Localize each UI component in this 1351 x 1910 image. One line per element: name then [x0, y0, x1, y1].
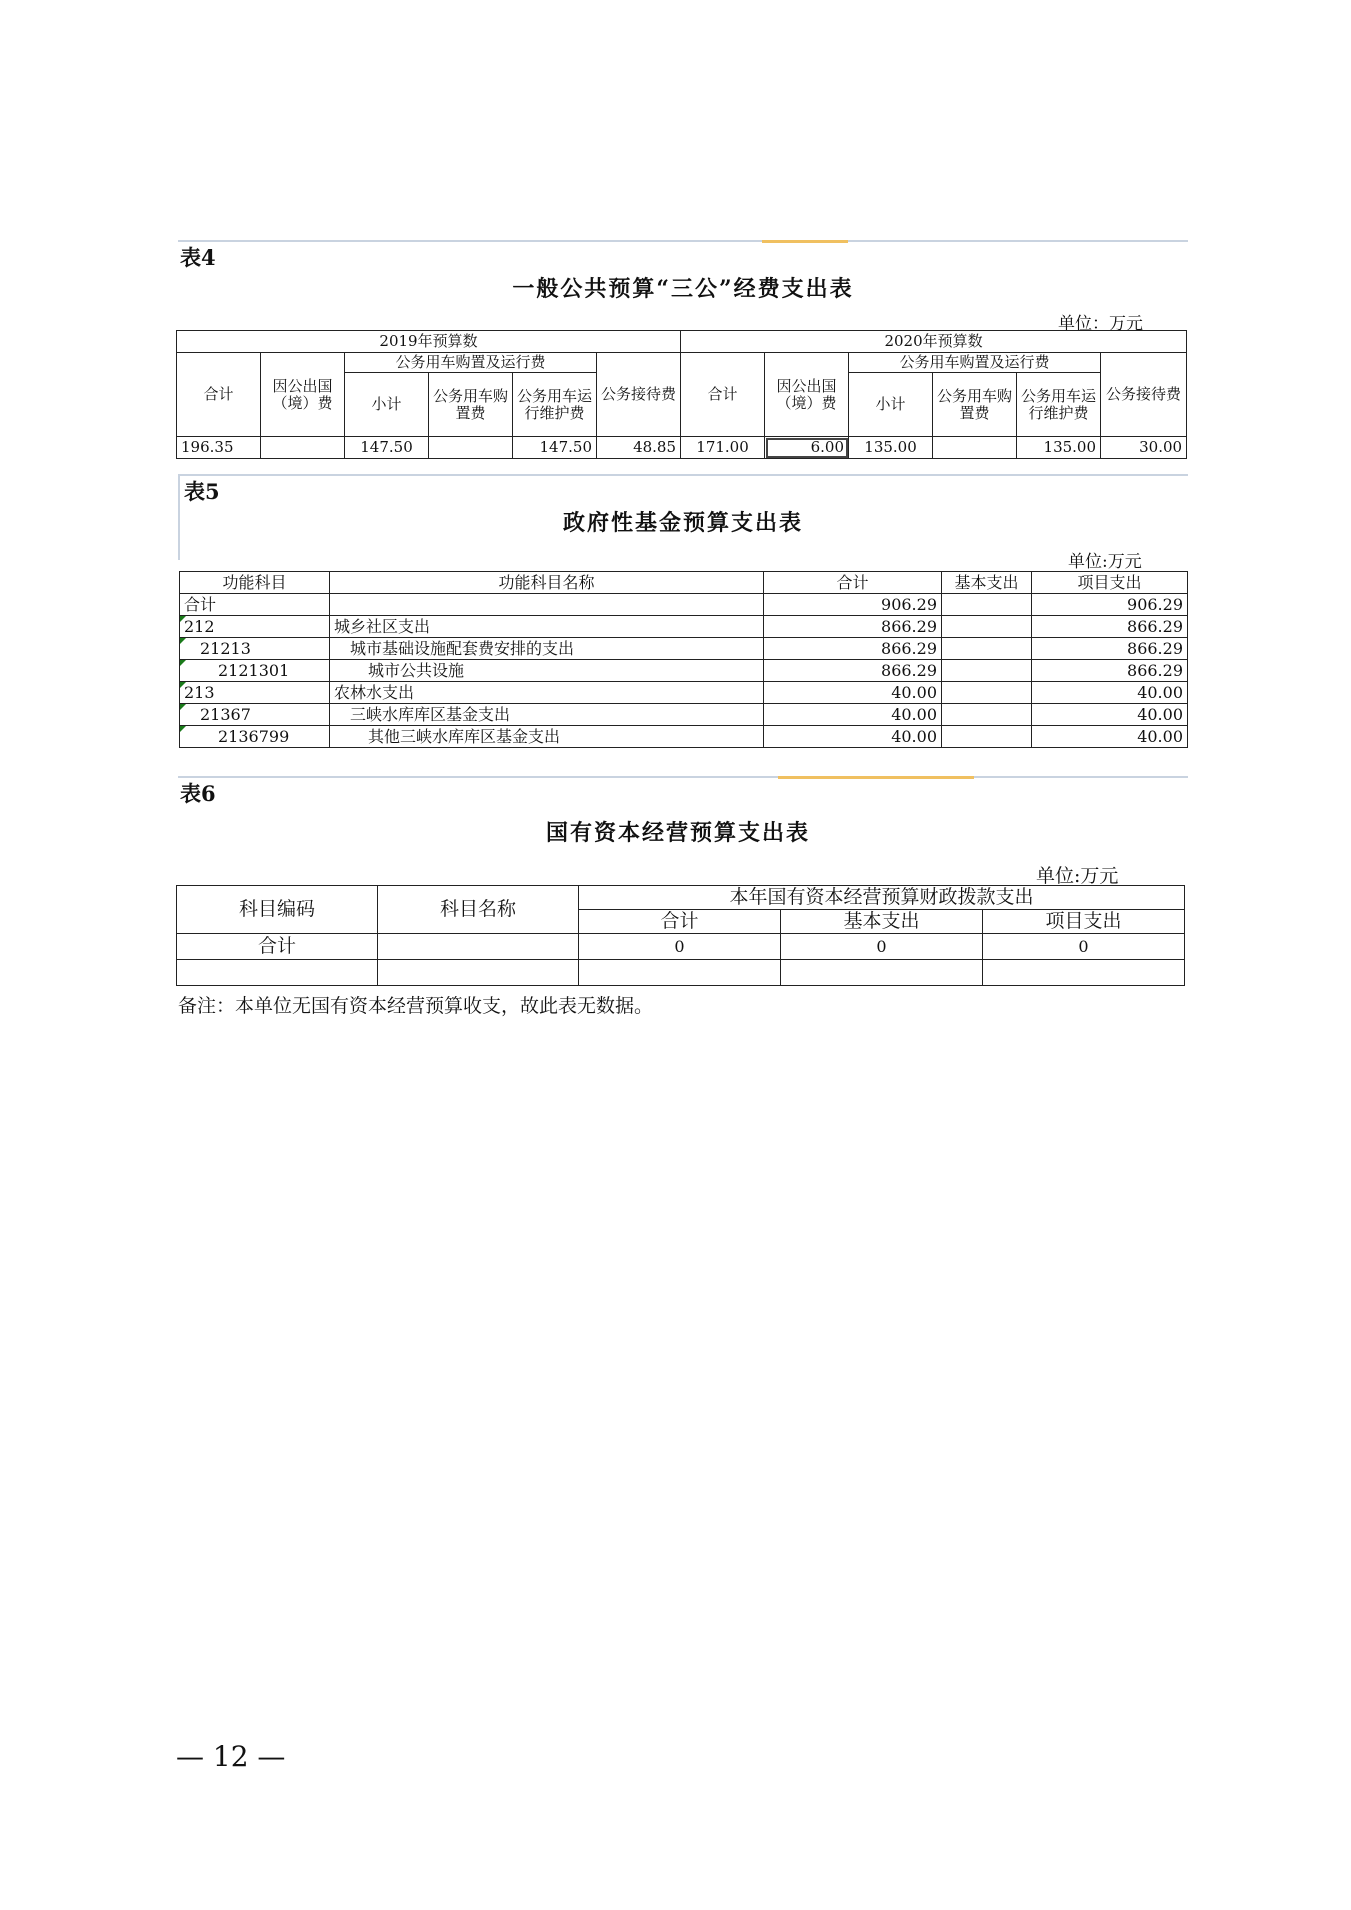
table5-row-basic[interactable]	[942, 726, 1032, 748]
table5-row-basic[interactable]	[942, 616, 1032, 638]
table6-empty-cell[interactable]	[781, 960, 983, 986]
table4-year-row	[177, 331, 1187, 353]
table5-row-total[interactable]: 866.29	[764, 616, 942, 638]
table5-basic-header: 基本支出	[942, 572, 1032, 594]
table4-2019-subtotal-header: 小计	[345, 373, 429, 437]
table-row	[180, 682, 1188, 704]
sheet-column-highlight	[762, 240, 848, 243]
table6-row-total[interactable]: 0	[579, 934, 781, 960]
table5-row-project[interactable]: 866.29	[1032, 660, 1188, 682]
table6-top-border	[178, 776, 1188, 778]
table5-title: 政府性基金预算支出表	[562, 510, 803, 536]
table6-note: 备注：本单位无国有资本经营预算收支，故此表无数据。	[178, 995, 654, 1017]
table5-row-basic[interactable]	[942, 682, 1032, 704]
table6-code-header: 科目编码	[177, 886, 378, 934]
table4-2019-reception-value[interactable]: 48.85	[597, 437, 681, 459]
table5-project-header: 项目支出	[1032, 572, 1188, 594]
table4-2019-abroad-header: 因公出国（境）费	[261, 353, 345, 437]
table5-row-basic[interactable]	[942, 704, 1032, 726]
table5-row-total[interactable]: 866.29	[764, 638, 942, 660]
table4-2019-car-group-header: 公务用车购置及运行费	[345, 353, 597, 373]
table5-row-basic[interactable]	[942, 638, 1032, 660]
table4-2020-car-operation-header: 公务用车运行维护费	[1017, 373, 1101, 437]
table6-basic-header: 基本支出	[781, 910, 983, 934]
table4-2019-car-operation-value[interactable]: 147.50	[513, 437, 597, 459]
table5-row-project[interactable]: 906.29	[1032, 594, 1188, 616]
table4-2019-abroad-value[interactable]	[261, 437, 345, 459]
table-row	[177, 934, 1185, 960]
table4-2019-total-value[interactable]: 196.35	[177, 437, 261, 459]
table6-empty-cell[interactable]	[579, 960, 781, 986]
table4-2020-abroad-value[interactable]: 6.00	[765, 437, 849, 459]
table4	[176, 330, 1187, 459]
table4-unit: 单位：万元	[1058, 314, 1143, 334]
table4-2019-car-purchase-header: 公务用车购置费	[429, 373, 513, 437]
table-row	[180, 660, 1188, 682]
table4-year-2019: 2019年预算数	[177, 331, 681, 353]
table4-2020-total-value[interactable]: 171.00	[681, 437, 765, 459]
sheet-top-border	[178, 240, 1188, 242]
table4-2020-car-operation-value[interactable]: 135.00	[1017, 437, 1101, 459]
table5-row-code[interactable]: 212	[180, 616, 330, 638]
table4-data-row	[177, 437, 1187, 459]
table6-row-code[interactable]: 合计	[177, 934, 378, 960]
table6	[176, 885, 1185, 986]
table5-row-project[interactable]: 866.29	[1032, 638, 1188, 660]
table4-2019-car-purchase-value[interactable]	[429, 437, 513, 459]
table5-row-basic[interactable]	[942, 660, 1032, 682]
table-row	[180, 616, 1188, 638]
table4-2020-total-header: 合计	[681, 353, 765, 437]
table4-group-row	[177, 353, 1187, 373]
table5-row-basic[interactable]	[942, 594, 1032, 616]
table5-row-project[interactable]: 40.00	[1032, 682, 1188, 704]
table5-row-name[interactable]: 城乡社区支出	[330, 616, 764, 638]
table4-year-2020: 2020年预算数	[681, 331, 1187, 353]
table5-row-total[interactable]: 40.00	[764, 726, 942, 748]
table4-2020-abroad-header: 因公出国（境）费	[765, 353, 849, 437]
table5-code-header: 功能科目	[180, 572, 330, 594]
table5-row-total[interactable]: 40.00	[764, 704, 942, 726]
table4-2020-subtotal-value[interactable]: 135.00	[849, 437, 933, 459]
table5-row-name[interactable]: 三峡水库库区基金支出	[330, 704, 764, 726]
table4-2020-subtotal-header: 小计	[849, 373, 933, 437]
table6-column-highlight	[778, 776, 974, 779]
table6-total-header: 合计	[579, 910, 781, 934]
table5-row-code[interactable]: 合计	[180, 594, 330, 616]
table6-row-project[interactable]: 0	[983, 934, 1185, 960]
table6-group-header: 本年国有资本经营预算财政拨款支出	[579, 886, 1185, 910]
table5-row-code[interactable]: 2136799	[180, 726, 330, 748]
table5-total-header: 合计	[764, 572, 942, 594]
table4-2020-car-purchase-value[interactable]	[933, 437, 1017, 459]
table6-empty-cell[interactable]	[378, 960, 579, 986]
page-number: — 12 —	[176, 1740, 286, 1773]
table4-2019-reception-header: 公务接待费	[597, 353, 681, 437]
table5-label: 表5	[184, 479, 220, 504]
table4-2019-subtotal-value[interactable]: 147.50	[345, 437, 429, 459]
table5-row-code[interactable]: 21367	[180, 704, 330, 726]
table6-row-basic[interactable]: 0	[781, 934, 983, 960]
table5-header-row	[180, 572, 1188, 594]
table5-row-name[interactable]	[330, 594, 764, 616]
table4-2020-car-group-header: 公务用车购置及运行费	[849, 353, 1101, 373]
table5-row-name[interactable]: 城市公共设施	[330, 660, 764, 682]
table6-title: 国有资本经营预算支出表	[545, 820, 810, 846]
table6-empty-cell[interactable]	[983, 960, 1185, 986]
table6-project-header: 项目支出	[983, 910, 1185, 934]
table4-title: 一般公共预算“三公”经费支出表	[512, 276, 854, 302]
table6-name-header: 科目名称	[378, 886, 579, 934]
table-row	[180, 594, 1188, 616]
table5-row-total[interactable]: 906.29	[764, 594, 942, 616]
table5-unit: 单位:万元	[1068, 552, 1142, 572]
table-row	[177, 960, 1185, 986]
table6-unit: 单位:万元	[1036, 865, 1119, 887]
table-row	[180, 704, 1188, 726]
table4-2020-reception-value[interactable]: 30.00	[1101, 437, 1187, 459]
table5-row-name[interactable]: 其他三峡水库库区基金支出	[330, 726, 764, 748]
table5-row-project[interactable]: 40.00	[1032, 704, 1188, 726]
table-row	[180, 726, 1188, 748]
table5-row-project[interactable]: 866.29	[1032, 616, 1188, 638]
table5-row-code[interactable]: 213	[180, 682, 330, 704]
table5-row-total[interactable]: 40.00	[764, 682, 942, 704]
table5-row-code[interactable]: 21213	[180, 638, 330, 660]
table5-row-name[interactable]: 农林水支出	[330, 682, 764, 704]
table5-top-border	[178, 474, 1188, 476]
table5-row-code[interactable]: 2121301	[180, 660, 330, 682]
table5	[179, 571, 1188, 748]
table6-row-name[interactable]	[378, 934, 579, 960]
table5-row-project[interactable]: 40.00	[1032, 726, 1188, 748]
table-row	[180, 638, 1188, 660]
table5-row-name[interactable]: 城市基础设施配套费安排的支出	[330, 638, 764, 660]
table6-group-row	[177, 886, 1185, 910]
table4-2019-car-operation-header: 公务用车运行维护费	[513, 373, 597, 437]
table6-label: 表6	[180, 781, 216, 806]
table4-2019-total-header: 合计	[177, 353, 261, 437]
table6-empty-cell[interactable]	[177, 960, 378, 986]
table5-name-header: 功能科目名称	[330, 572, 764, 594]
table4-label: 表4	[180, 245, 216, 270]
table4-2020-car-purchase-header: 公务用车购置费	[933, 373, 1017, 437]
table5-row-total[interactable]: 866.29	[764, 660, 942, 682]
table4-2020-reception-header: 公务接待费	[1101, 353, 1187, 437]
